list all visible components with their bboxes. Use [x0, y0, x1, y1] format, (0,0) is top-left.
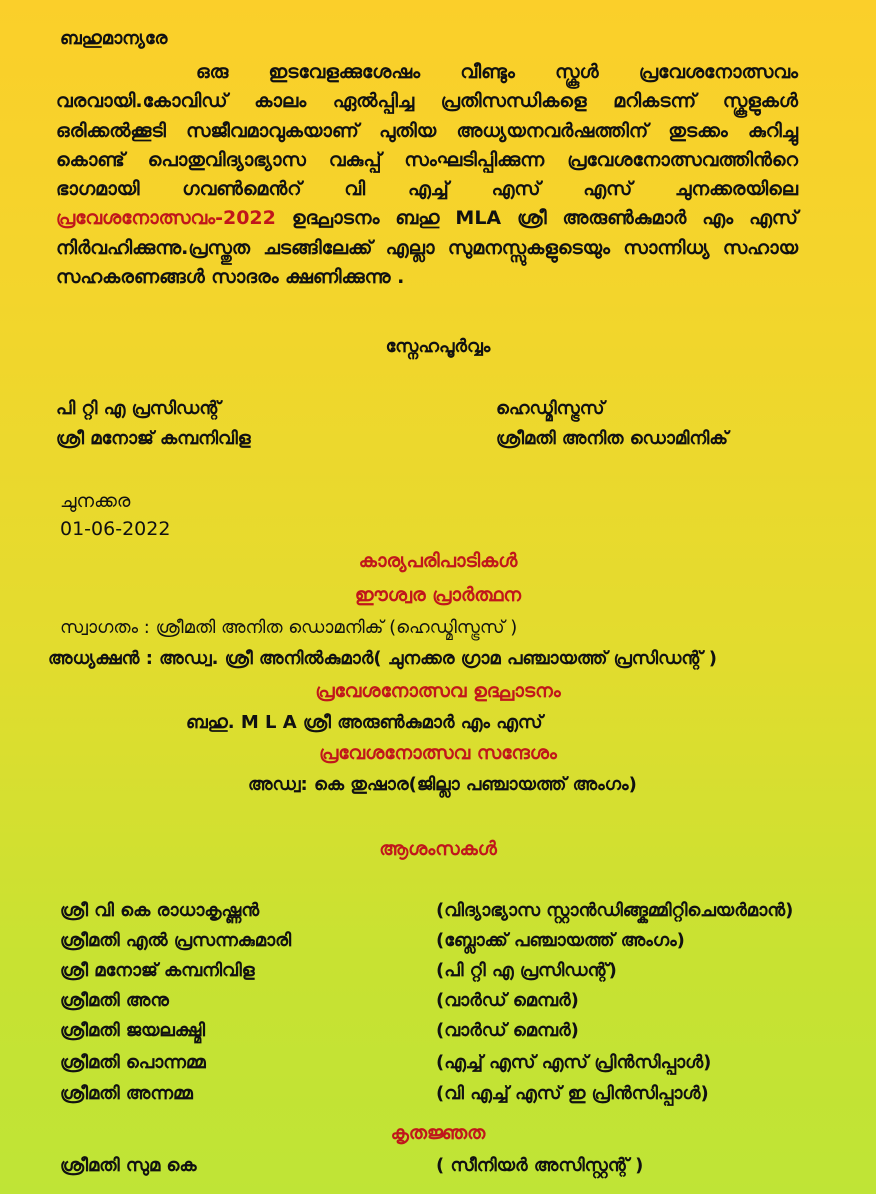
felicitation-role: (ബ്ലോക്ക് പഞ്ചായത്ത് അംഗം) — [436, 930, 685, 951]
signatory-left-role: പി റ്റി എ പ്രസിഡന്റ് — [56, 398, 221, 419]
felicitation-name: ശ്രീ മനോജ് കമ്പനിവിള — [60, 960, 255, 981]
closing: സ്നേഹപൂർവ്വം — [385, 336, 491, 357]
thanks-role: ( സീനിയർ അസിസ്റ്റന്റ് ) — [436, 1155, 644, 1176]
signatory-right-role: ഹെഡ്മിസ്ട്രസ് — [496, 398, 605, 419]
felicitation-role: (വാർഡ് മെമ്പർ) — [436, 990, 579, 1011]
prayer-heading: ഈശ്വര പ്രാർത്ഥന — [354, 584, 522, 606]
thanks-heading: കൃതജ്ഞത — [390, 1122, 486, 1144]
felicitation-name: ശ്രീമതി അനു — [60, 990, 169, 1011]
felicitation-name: ശ്രീമതി ജയലക്ഷ്മി — [60, 1020, 206, 1041]
inauguration-heading: പ്രവേശനോത്സവ ഉദ്ഘാടനം — [315, 680, 561, 702]
felicitation-name: ശ്രീമതി അന്നമ്മ — [60, 1083, 193, 1104]
salutation: ബഹുമാന്യരേ — [60, 28, 168, 49]
event-highlight: പ്രവേശനോത്സവം-2022 — [56, 207, 276, 230]
thanks-name: ശ്രീമതി സുമ കെ — [60, 1155, 197, 1176]
date: 01-06-2022 — [60, 518, 171, 540]
invitation-paragraph — [56, 58, 798, 292]
felicitation-role: (പി റ്റി എ പ്രസിഡന്റ്) — [436, 960, 617, 981]
welcome-line: സ്വാഗതം : ശ്രീമതി അനിത ഡൊമനിക് (ഹെഡ്മിസ്ട്രസ് ) — [60, 617, 518, 638]
paragraph-text-before: ഒരു ഇടവേളക്കുശേഷം വീണ്ടും സ്കൂൾ പ്രവേശനോത്സവം വരവായി.കോവിഡ് കാലം ഏൽപ്പിച്ച പ്രതിസന്ധികളെ മറികടന്ന് സ്കൂളുകൾ ഒരിക്കൽക്കൂടി സജീവമാവുകയാണ് പുതിയ അധ്യയനവർഷത്തിന് തുടക്കം കുറിച്ചു കൊണ്ട് പൊതുവിദ്യാഭ്യാസ വകുപ്പ് സംഘടിപ്പിക്കുന്ന പ്രവേശനോത്സവത്തിൻറെ ഭാഗമായി ഗവൺമെൻറ് വി എച്ച് എസ് എസ് ചുനക്കരയിലെ — [56, 61, 798, 201]
place: ചുനക്കര — [60, 490, 131, 512]
felicitations-heading: ആശംസകൾ — [379, 838, 497, 860]
felicitation-name: ശ്രീമതി എൽ പ്രസന്നകുമാരി — [60, 930, 292, 951]
signatory-right-name: ശ്രീമതി അനിത ഡൊമിനിക് — [496, 428, 729, 449]
felicitation-role: (വാർഡ് മെമ്പർ) — [436, 1020, 579, 1041]
signatory-left-name: ശ്രീ മനോജ് കമ്പനിവിള — [56, 428, 251, 449]
message-by: അഡ്വ: കെ തുഷാര(ജില്ലാ പഞ്ചായത്ത് അംഗം) — [248, 774, 637, 795]
paragraph-text-after: ഉദ്ഘാടനം ബഹു MLA ശ്രീ അരുൺകുമാർ എം എസ് നിർവഹിക്കുന്നു.പ്രസ്തുത ചടങ്ങിലേക്ക് എല്ലാ സുമനസ്സുകളുടെയും സാന്നിധ്യ സഹായ സഹകരണങ്ങൾ സാദരം ക്ഷണിക്കുന്നു . — [56, 207, 798, 289]
message-heading: പ്രവേശനോത്സവ സന്ദേശം — [319, 742, 557, 764]
felicitation-role: (എച്ച് എസ് എസ് പ്രിൻസിപ്പാൾ) — [436, 1052, 712, 1073]
inauguration-by: ബഹു. M L A ശ്രീ അരുൺകുമാർ എം എസ് — [186, 712, 543, 733]
felicitation-role: (വിദ്യാഭ്യാസ സ്റ്റാൻഡിങ്ങ്കമ്മിറ്റിചെയർമാൻ) — [436, 900, 794, 921]
felicitation-role: (വി എച്ച് എസ് ഇ പ്രിൻസിപ്പാൾ) — [436, 1083, 709, 1104]
felicitation-name: ശ്രീമതി പൊന്നമ്മ — [60, 1052, 206, 1073]
program-heading: കാര്യപരിപാടികൾ — [358, 550, 518, 572]
felicitation-name: ശ്രീ വി കെ രാധാകൃഷ്ണൻ — [60, 900, 260, 921]
presidency-line: അധ്യക്ഷൻ : അഡ്വ. ശ്രീ അനിൽകുമാർ( ചുനക്കര ഗ്രാമ പഞ്ചായത്ത് പ്രസിഡന്റ് ) — [48, 648, 717, 669]
